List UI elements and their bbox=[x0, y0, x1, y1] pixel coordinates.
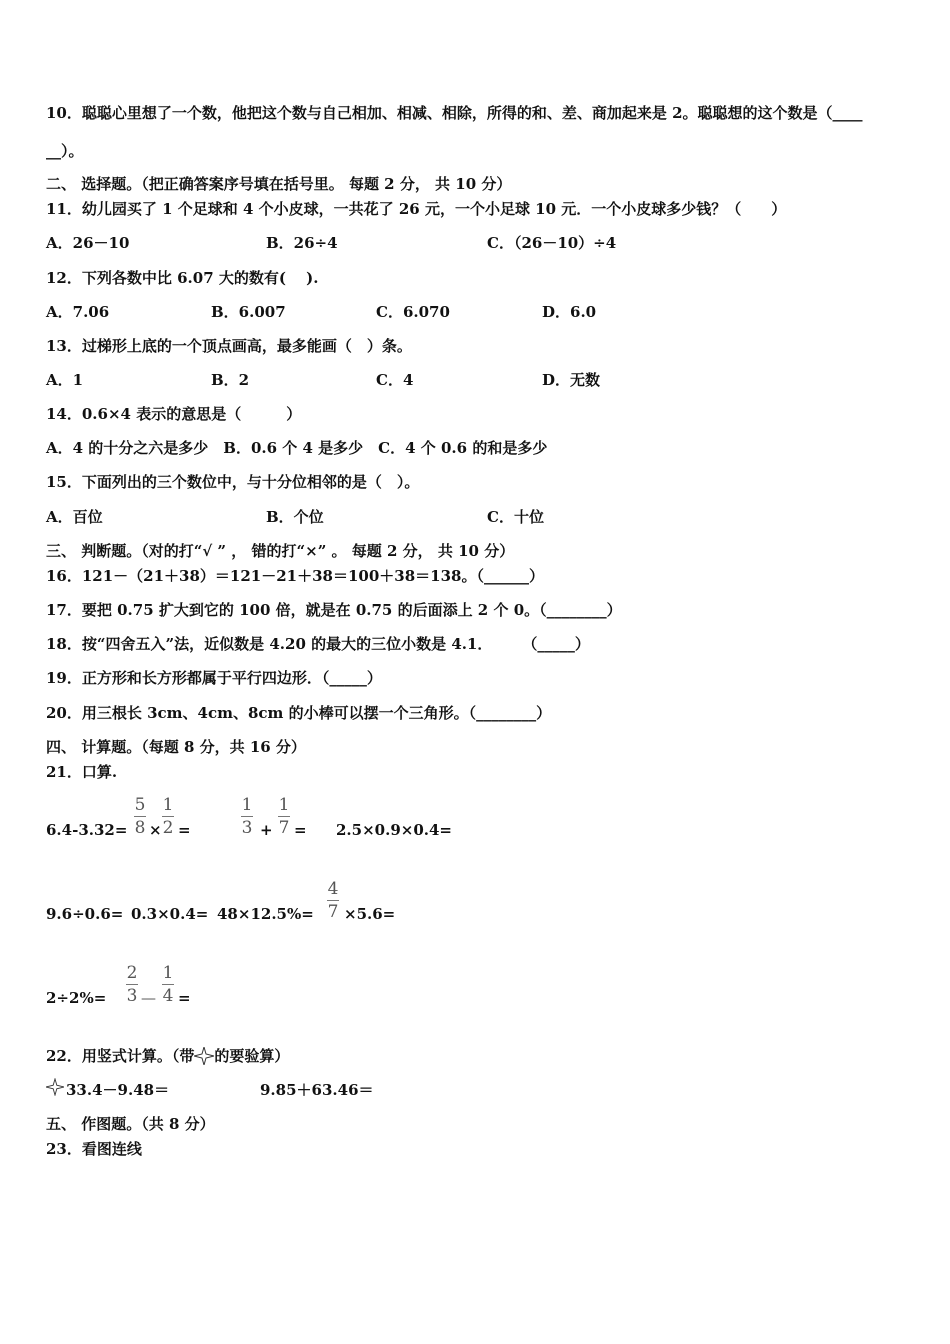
q19: 19．正方形和长方形都属于平行四边形．（_____） bbox=[46, 669, 382, 687]
q15-option-c: C．十位 bbox=[487, 508, 544, 526]
fraction-bar bbox=[162, 984, 174, 985]
q21-r2-expr-d: ×5.6= bbox=[344, 905, 396, 923]
sparkle-star-icon bbox=[194, 1049, 214, 1065]
q20: 20．用三根长 3cm、4cm、8cm 的小棒可以摆一个三角形。（________） bbox=[46, 704, 552, 722]
fraction-bar bbox=[278, 816, 290, 817]
q22-stem-part-b: 的要验算） bbox=[214, 1047, 290, 1065]
section-4-heading: 四、 计算题。（每题 8 分，共 16 分） bbox=[46, 738, 306, 756]
q21-r3-equals: = bbox=[178, 989, 191, 1007]
q13-option-b: B．2 bbox=[211, 371, 250, 389]
q21-r1-fraction-1 bbox=[132, 795, 148, 838]
fraction-denominator: 8 bbox=[134, 818, 146, 838]
q21-r3-minus: — bbox=[141, 989, 156, 1007]
q18: 18．按“四舍五入”法，近似数是 4.20 的最大的三位小数是 4.1． （_____） bbox=[46, 635, 590, 653]
q21-r2-fraction bbox=[325, 879, 341, 922]
q11-option-a: A．26－10 bbox=[46, 234, 130, 252]
q22-problem-2: 9.85＋63.46＝ bbox=[260, 1081, 374, 1099]
q21-r1-equals-1: = bbox=[178, 821, 191, 839]
q11-option-c: C．（26－10）÷4 bbox=[487, 234, 617, 252]
q21-r1-fraction-4 bbox=[276, 795, 292, 838]
q21-r3-fraction-1 bbox=[124, 963, 140, 1006]
fraction-bar bbox=[162, 816, 174, 817]
fraction-numerator: 1 bbox=[278, 795, 290, 815]
section-5-heading: 五、 作图题。（共 8 分） bbox=[46, 1115, 215, 1133]
fraction-denominator: 2 bbox=[162, 818, 174, 838]
fraction-bar bbox=[327, 900, 339, 901]
fraction-bar bbox=[126, 984, 138, 985]
fraction-numerator: 1 bbox=[162, 963, 174, 983]
q21-r3-expr-a: 2÷2%= bbox=[46, 989, 107, 1007]
fraction-denominator: 3 bbox=[126, 986, 138, 1006]
fraction-numerator: 1 bbox=[241, 795, 253, 815]
q21-r2-expr-a: 9.6÷0.6= bbox=[46, 905, 124, 923]
q13-option-a: A．1 bbox=[46, 371, 84, 389]
fraction-numerator: 4 bbox=[327, 879, 339, 899]
q13-option-c: C．4 bbox=[376, 371, 414, 389]
q14-options: A．4 的十分之六是多少 B．0.6 个 4 是多少 C．4 个 0.6 的和是多少 bbox=[46, 439, 548, 457]
q15-stem: 15．下面列出的三个数位中，与十分位相邻的是（ ）。 bbox=[46, 473, 420, 491]
q21-r1-fraction-2 bbox=[160, 795, 176, 838]
q21-r1-expr-a: 6.4-3.32= bbox=[46, 821, 128, 839]
q11-stem: 11．幼儿园买了 1 个足球和 4 个小皮球，一共花了 26 元，一个小足球 10 元．一个小皮球多少钱？（ ） bbox=[46, 200, 787, 218]
q12-option-d: D．6.0 bbox=[542, 303, 597, 321]
q21-r1-fraction-3 bbox=[239, 795, 255, 838]
q22-problem-1: 33.4－9.48＝ bbox=[66, 1081, 170, 1099]
q11-option-b: B．26÷4 bbox=[266, 234, 338, 252]
q13-stem: 13．过梯形上底的一个顶点画高，最多能画（ ）条。 bbox=[46, 337, 412, 355]
q13-option-d: D．无数 bbox=[542, 371, 601, 389]
q10-line1: 10．聪聪心里想了一个数，他把这个数与自己相加、相减、相除，所得的和、差、商加起来是 2。聪聪想的这个数是（____ bbox=[46, 104, 863, 122]
fraction-numerator: 1 bbox=[162, 795, 174, 815]
q23: 23．看图连线 bbox=[46, 1140, 142, 1158]
sparkle-star-icon bbox=[46, 1078, 64, 1096]
q22-stem bbox=[46, 1046, 289, 1066]
q10-line2: __）。 bbox=[46, 142, 84, 160]
q21-r1-equals-2: = bbox=[294, 821, 307, 839]
fraction-numerator: 2 bbox=[126, 963, 138, 983]
q21-r3-fraction-2 bbox=[160, 963, 176, 1006]
fraction-numerator: 5 bbox=[134, 795, 146, 815]
fraction-denominator: 7 bbox=[278, 818, 290, 838]
q12-stem: 12．下列各数中比 6.07 大的数有( ). bbox=[46, 269, 319, 287]
q22-stem-part-a: 22．用竖式计算。（带 bbox=[46, 1047, 195, 1065]
q15-option-b: B．个位 bbox=[266, 508, 324, 526]
fraction-bar bbox=[134, 816, 146, 817]
fraction-denominator: 4 bbox=[162, 986, 174, 1006]
q15-option-a: A．百位 bbox=[46, 508, 103, 526]
section-2-heading: 二、 选择题。（把正确答案序号填在括号里。 每题 2 分， 共 10 分） bbox=[46, 175, 512, 193]
q21-r2-expr-c: 48×12.5%= bbox=[217, 905, 314, 923]
q21-r1-times: × bbox=[149, 821, 162, 839]
q12-option-a: A．7.06 bbox=[46, 303, 110, 321]
q21-title: 21．口算. bbox=[46, 763, 118, 781]
q12-option-c: C．6.070 bbox=[376, 303, 450, 321]
q14-stem: 14．0.6×4 表示的意思是（ ） bbox=[46, 405, 302, 423]
fraction-denominator: 7 bbox=[327, 902, 339, 922]
q21-r1-expr-c: 2.5×0.9×0.4= bbox=[336, 821, 452, 839]
fraction-denominator: 3 bbox=[241, 818, 253, 838]
q17: 17．要把 0.75 扩大到它的 100 倍，就是在 0.75 的后面添上 2 个 0。（________） bbox=[46, 601, 622, 619]
section-3-heading: 三、 判断题。（对的打“√ ” ， 错的打“×” 。 每题 2 分， 共 10 分） bbox=[46, 542, 515, 560]
q12-option-b: B．6.007 bbox=[211, 303, 286, 321]
q21-r2-expr-b: 0.3×0.4= bbox=[131, 905, 209, 923]
fraction-bar bbox=[241, 816, 253, 817]
q16: 16．121－（21＋38）＝121－21＋38＝100＋38＝138。（______） bbox=[46, 567, 544, 585]
q21-r1-plus: + bbox=[260, 821, 273, 839]
